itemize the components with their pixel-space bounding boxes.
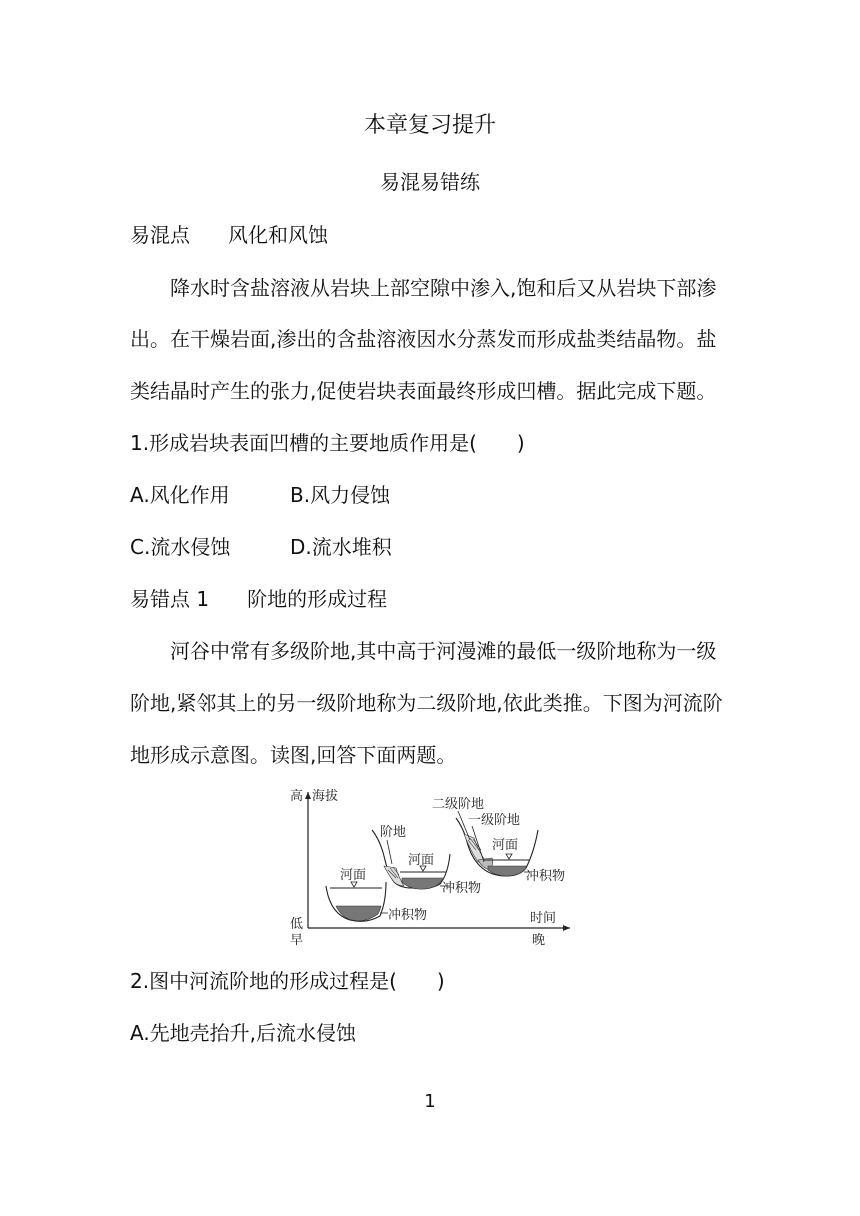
question-1: 1.形成岩块表面凹槽的主要地质作用是( ) (130, 431, 525, 455)
river-surface-label: 河面 (408, 853, 435, 868)
section-label: 易混点 (130, 223, 190, 247)
question-2: 2.图中河流阶地的形成过程是( ) (130, 969, 445, 993)
river-valley-3 (432, 796, 565, 884)
paragraph-line: 类结晶时产生的张力,促使岩块表面最终形成凹槽。据此完成下题。 (130, 379, 717, 403)
river-surface-label: 河面 (492, 838, 519, 853)
y-axis-top-label: 高 (290, 789, 304, 804)
section-name: 风化和风蚀 (228, 223, 328, 247)
page-number: 1 (424, 1091, 436, 1112)
y-axis-arrow (305, 792, 311, 799)
river-terrace-diagram (280, 782, 580, 950)
terrace-leader (387, 840, 392, 864)
x-axis-label: 时间 (530, 911, 557, 926)
section-heading-1 (130, 221, 328, 249)
water-marker-icon (506, 854, 512, 859)
q2-option-a: A.先地壳抬升,后流水侵蚀 (130, 1021, 357, 1045)
x-axis-arrow (563, 925, 570, 931)
x-axis-end-label: 晚 (532, 933, 546, 948)
sediment-label: 冲积物 (442, 881, 482, 896)
paragraph-line: 出。在干燥岩面,渗出的含盐溶液因水分蒸发而形成盐类结晶物。盐 (130, 327, 717, 351)
q1-option-d: D.流水堆积 (290, 535, 392, 559)
terrace-1-label: 一级阶地 (468, 813, 521, 828)
page-title: 本章复习提升 (363, 113, 496, 138)
sediment-label: 冲积物 (526, 869, 566, 884)
paragraph-line: 降水时含盐溶液从岩块上部空隙中渗入,饱和后又从岩块下部渗 (170, 276, 717, 300)
q1-option-a: A.风化作用 (130, 483, 230, 507)
paragraph-line: 河谷中常有多级阶地,其中高于河漫滩的最低一级阶地称为一级 (170, 639, 717, 663)
x-axis-start-label: 早 (290, 933, 304, 948)
section-name: 阶地的形成过程 (247, 587, 388, 611)
section-heading-2 (130, 585, 387, 613)
terrace-2-label: 二级阶地 (432, 797, 485, 812)
q1-option-c: C.流水侵蚀 (130, 535, 231, 559)
river-valley-1 (326, 868, 427, 923)
q1-option-b: B.风力侵蚀 (290, 483, 391, 507)
terrace-label: 阶地 (380, 825, 407, 840)
section-subtitle: 易混易错练 (380, 170, 480, 194)
section-label: 易错点 1 (130, 587, 210, 611)
y-axis-label: 海拔 (312, 789, 339, 804)
paragraph-line: 地形成示意图。读图,回答下面两题。 (130, 743, 457, 767)
paragraph-line: 阶地,紧邻其上的另一级阶地称为二级阶地,依此类推。下图为河流阶 (130, 691, 723, 715)
y-axis-bottom-label: 低 (290, 917, 304, 932)
sediment-label: 冲积物 (388, 908, 428, 923)
river-surface-label: 河面 (340, 868, 367, 883)
